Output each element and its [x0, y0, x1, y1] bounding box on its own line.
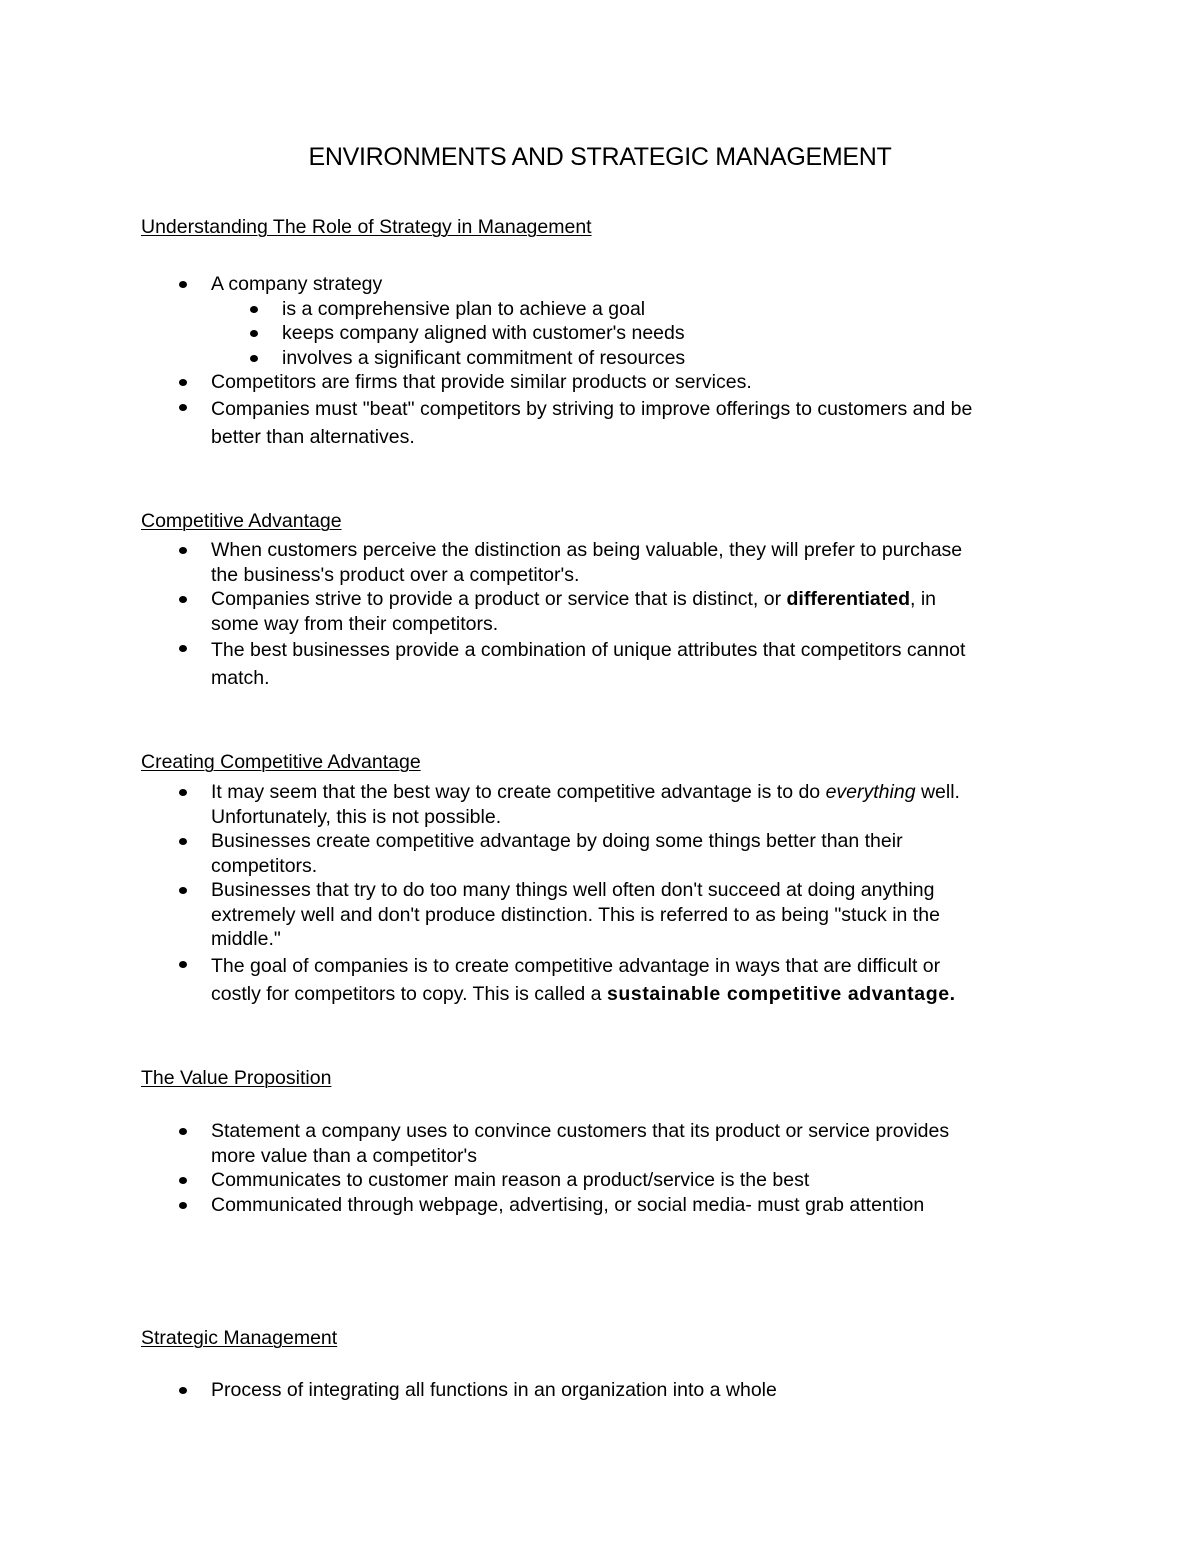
list-item: [282, 321, 1062, 346]
list-item: [211, 395, 1066, 451]
bullet-icon: [250, 355, 258, 362]
bullet-icon: [179, 1177, 187, 1184]
section-heading-competitive-advantage: Competitive Advantage: [141, 510, 342, 532]
bullet-icon: [179, 379, 187, 386]
document-title: ENVIRONMENTS AND STRATEGIC MANAGEMENT: [308, 143, 892, 171]
bullet-icon: [250, 306, 258, 313]
list-item: [282, 346, 1062, 371]
list-item: [211, 1168, 1066, 1193]
section-heading-creating-advantage: Creating Competitive Advantage: [141, 751, 421, 773]
list-item: [211, 952, 1066, 1008]
list-item-text: keeps company aligned with customer's needs: [282, 322, 685, 344]
bullet-icon: [179, 961, 187, 968]
list-item: [211, 272, 1066, 297]
bullet-list-strategic-management: [0, 1378, 1200, 1403]
bullet-icon: [179, 838, 187, 845]
list-item-text: [211, 780, 1066, 805]
list-item-text: The goal of companies is to create competitive advantage in ways that are difficult or: [211, 954, 941, 977]
list-item-text: extremely well and don't produce distinction. This is referred to as being "stuck in the: [211, 903, 940, 926]
bullet-icon: [179, 596, 187, 603]
bullet-list-creating-advantage: [0, 780, 1200, 1008]
bullet-list-competitive-advantage: [0, 538, 1200, 692]
list-item-text: Communicated through webpage, advertising, or social media- must grab attention: [211, 1193, 925, 1216]
list-item: [211, 780, 1066, 829]
list-item-text: middle.": [211, 928, 281, 950]
bullet-icon: [179, 404, 187, 411]
bullet-list-strategy-role: [0, 272, 1200, 451]
list-item-text: [211, 587, 1066, 612]
list-item-text: the business's product over a competitor's.: [211, 563, 580, 586]
section-heading-value-proposition: The Value Proposition: [141, 1067, 332, 1089]
bullet-icon: [179, 547, 187, 554]
list-item-text: is a comprehensive plan to achieve a goal: [282, 297, 646, 320]
list-item: [211, 587, 1066, 636]
list-item-text: Businesses create competitive advantage by doing some things better than their: [211, 830, 903, 852]
list-item: [211, 1193, 1066, 1218]
bullet-icon: [179, 1128, 187, 1135]
list-item: [211, 1378, 1066, 1403]
list-item: [211, 829, 1066, 878]
list-item-text: The best businesses provide a combination of unique attributes that competitors cannot: [211, 639, 966, 661]
list-item-text: Statement a company uses to convince customers that its product or service provides: [211, 1120, 950, 1142]
section-heading-strategic-management: Strategic Management: [141, 1327, 338, 1349]
list-item-text: Process of integrating all functions in an organization into a whole: [211, 1379, 777, 1401]
list-item-text: [211, 980, 1066, 1008]
bullet-icon: [179, 1202, 187, 1209]
list-item-text: Communicates to customer main reason a product/service is the best: [211, 1169, 810, 1191]
italic-term: everything: [825, 781, 916, 803]
list-item-text: Unfortunately, this is not possible.: [211, 805, 502, 828]
list-item-text: more value than a competitor's: [211, 1144, 478, 1167]
list-item: [211, 370, 1066, 395]
text-run: well.: [915, 781, 960, 803]
list-item: [211, 636, 1066, 692]
list-item-text: better than alternatives.: [211, 425, 415, 448]
bullet-icon: [179, 887, 187, 894]
list-item-text: match.: [211, 667, 270, 689]
list-item-text: Competitors are firms that provide similar products or services.: [211, 371, 752, 393]
bullet-icon: [179, 645, 187, 652]
bold-term: sustainable competitive advantage.: [606, 982, 956, 1005]
list-item: [211, 1119, 1066, 1168]
list-item-text: When customers perceive the distinction as being valuable, they will prefer to purchase: [211, 539, 963, 561]
list-item-text: A company strategy: [211, 273, 383, 295]
bullet-icon: [250, 330, 258, 337]
bullet-icon: [179, 789, 187, 796]
list-item-text: Companies must "beat" competitors by striving to improve offerings to customers and be: [211, 397, 973, 420]
list-item-text: Businesses that try to do too many things well often don't succeed at doing anything: [211, 879, 935, 901]
text-run: costly for competitors to copy. This is called a: [211, 982, 607, 1005]
text-run: It may seem that the best way to create competitive advantage is to do: [211, 781, 826, 803]
list-item-text: competitors.: [211, 854, 318, 877]
list-item: [211, 878, 1066, 952]
bullet-icon: [179, 281, 187, 288]
text-run: Companies strive to provide a product or service that is distinct, or: [211, 588, 787, 610]
list-item-text: involves a significant commitment of resources: [282, 346, 686, 369]
text-run: , in: [910, 588, 937, 610]
list-item-text: some way from their competitors.: [211, 612, 499, 635]
bullet-icon: [179, 1387, 187, 1394]
bold-term: differentiated: [786, 588, 911, 610]
list-item: [282, 297, 1062, 322]
bullet-list-value-proposition: [0, 1119, 1200, 1217]
list-item: [211, 538, 1066, 587]
section-heading-strategy-role: Understanding The Role of Strategy in Management: [141, 216, 592, 238]
